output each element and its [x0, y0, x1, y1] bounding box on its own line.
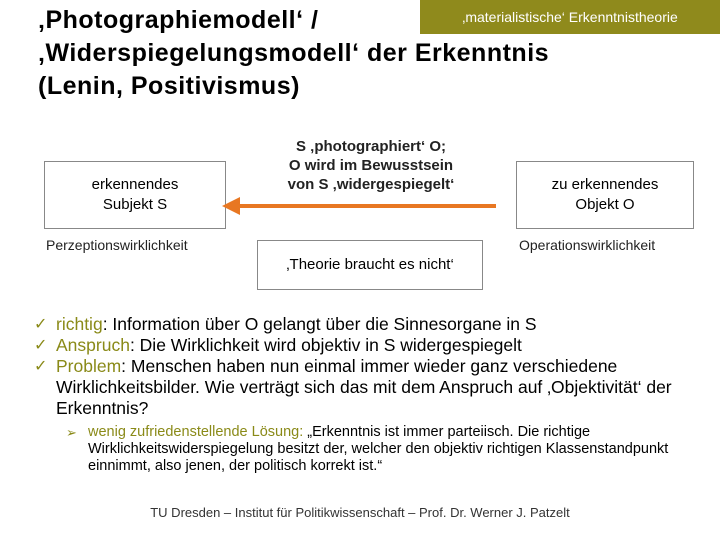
center-line-2: O wird im Bewusstsein [288, 157, 454, 174]
bullet-list [34, 314, 710, 419]
bullet-text: : Die Wirklichkeit wird objektiv in S widergespiegelt [129, 335, 522, 355]
title-line-3: (Lenin, Positivismus) [38, 72, 300, 100]
bullet-item [34, 314, 710, 335]
object-line-1: zu erkennendes [551, 176, 659, 193]
perception-caption: Perzeptionswirklichkeit [46, 237, 188, 253]
bullet-term: Problem [56, 356, 122, 376]
sub-bullet-term: wenig zufriedenstellende Lösung: [88, 424, 304, 440]
bullet-text: : Information über O gelangt über die Sinnesorgane in S [102, 314, 537, 334]
subject-line-2: Subjekt S [102, 196, 168, 213]
bullet-text: : Menschen haben nun einmal immer wieder ganz verschiedene Wirklichkeitsbilder. Wie verträgt sich das mit dem Anspruch auf ‚Objektivität‘ der Erkenntnis? [56, 356, 672, 418]
arrow-right-icon: ➢ [66, 425, 77, 440]
topic-tag: ‚materialistische‘ Erkenntnistheorie [420, 0, 720, 34]
photograph-description [260, 137, 482, 194]
title-line-2: ‚Widerspiegelungsmodell‘ der Erkenntnis [38, 39, 550, 67]
object-line-2: Objekt O [575, 196, 635, 213]
center-line-3: von S ‚widergespiegelt‘ [287, 176, 455, 193]
checkmark-icon: ✓ [34, 316, 48, 333]
object-box [516, 161, 694, 229]
checkmark-icon: ✓ [34, 337, 48, 354]
sub-bullet [66, 424, 706, 475]
subject-line-1: erkennendes [91, 176, 179, 193]
title-line-1: ‚Photographiemodell‘ / [38, 6, 319, 34]
subject-box [44, 161, 226, 229]
sub-bullet-text: „Erkenntnis ist immer parteiisch. Die richtige Wirklichkeitswiderspiegelung besitzt der, welcher den objektiv richtigen Klassenstandpunkt einnimmt, also jenen, der politisch korrekt ist.“ [88, 424, 669, 474]
bullet-item [34, 335, 710, 356]
bullet-term: richtig [56, 314, 103, 334]
arrow-left-icon [222, 196, 498, 216]
theory-box: ‚Theorie braucht es nicht‘ [257, 240, 483, 290]
bullet-term: Anspruch [56, 335, 130, 355]
operation-caption: Operationswirklichkeit [519, 237, 656, 253]
bullet-item [34, 356, 710, 419]
center-line-1: S ‚photographiert‘ O; [296, 138, 446, 155]
checkmark-icon: ✓ [34, 358, 48, 375]
slide-title [38, 4, 688, 103]
footer: TU Dresden – Institut für Politikwissenschaft – Prof. Dr. Werner J. Patzelt [150, 505, 570, 520]
